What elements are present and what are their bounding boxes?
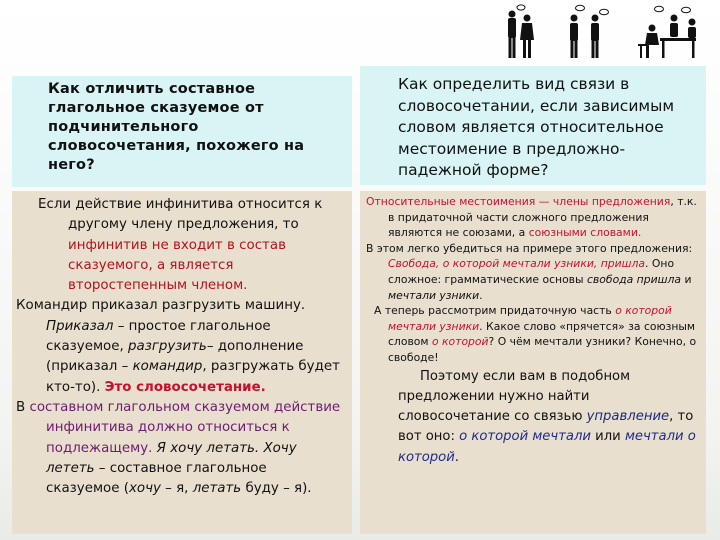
example-text: . xyxy=(479,288,483,302)
answer-left-paragraph-1 xyxy=(16,195,344,296)
example-text: ? О чём мечтали узники? Конечно, о свободе! xyxy=(388,335,697,364)
example-text: и xyxy=(681,272,692,286)
people-talking-icon xyxy=(494,4,706,60)
answer-left-box xyxy=(12,191,352,534)
question-right-text: Как определить вид связи в словосочетании, если зависимым словом является относительное местоимение в предложно-падежной форме? xyxy=(398,75,675,179)
conclusion-text: . xyxy=(454,449,459,465)
rule-highlight: Относительные местоимения — члены предложения xyxy=(366,195,671,208)
conclusion-text: или xyxy=(590,429,625,445)
rule-highlight: составном глагольном сказуемом xyxy=(29,399,270,415)
example-text: – составное глагольное сказуемое ( xyxy=(46,460,267,497)
conclusion-highlight: Это словосочетание. xyxy=(104,379,266,395)
answer-right-paragraph-2 xyxy=(366,241,700,303)
answer-right-paragraph-4 xyxy=(366,367,700,468)
example-sentence: Командир приказал разгрузить машину. xyxy=(16,298,306,314)
example-sentence: Я хочу летать. Хочу лететь xyxy=(46,440,297,476)
answer-right-paragraph-3 xyxy=(366,303,700,365)
answer-left-paragraph-3 xyxy=(16,398,344,499)
example-text: – я, xyxy=(160,481,193,497)
rule-highlight: инфинитив не входит в состав сказуемого, а является второстепенным членом. xyxy=(68,237,286,294)
conclusion-highlight: мечтали о которой xyxy=(398,429,696,465)
rule-highlight: действие инфинитива должно относиться к подлежащему. xyxy=(46,399,341,456)
rule-highlight: союзными словами. xyxy=(528,226,642,240)
example-intro: А теперь рассмотрим придаточную часть xyxy=(374,304,616,318)
example-word: командир xyxy=(132,359,203,375)
rule-text: , т.к. в придаточной части сложного предложения являются не союзами, а xyxy=(388,195,697,240)
example-sentence: Свобода, о которой мечтали узники, пришла xyxy=(388,257,646,271)
example-word: свобода пришла xyxy=(587,272,682,286)
question-left-text: Как отличить составное глагольное сказуемое от подчинительного словосочетания, похожего на него? xyxy=(48,81,305,173)
conclusion-highlight: о которой мечтали xyxy=(459,429,591,445)
question-left-box xyxy=(12,76,352,187)
example-word: хочу xyxy=(128,481,161,497)
question-right-box xyxy=(360,66,706,185)
example-word: мечтали узники xyxy=(388,288,480,302)
example-intro: В этом легко убедиться на примере этого предложения: xyxy=(366,241,693,255)
example-text: , разгружать будет кто-то). xyxy=(46,359,340,395)
example-word: летать xyxy=(192,481,242,497)
example-text: – простое глагольное сказуемое, xyxy=(46,318,271,355)
example-word: разгрузить xyxy=(128,339,207,355)
example-text: буду – я). xyxy=(241,481,312,497)
example-word: Приказал xyxy=(46,318,114,334)
rule-text: Если действие инфинитива относится к другому члену предложения, то xyxy=(38,197,323,233)
conclusion-highlight: управление xyxy=(586,409,670,425)
conclusion-text: , то вот оно: xyxy=(398,409,694,445)
example-clause: о которой мечтали узники xyxy=(388,304,672,333)
example-word: о которой xyxy=(432,335,489,349)
answer-right-box xyxy=(360,191,706,534)
example-text: . Какое слово «прячется» за союзным словом xyxy=(388,319,696,349)
example-text: . Оно сложное: грамматические основы xyxy=(388,257,675,286)
answer-right-paragraph-1 xyxy=(366,194,700,241)
rule-text: В xyxy=(16,399,30,415)
conclusion-text: Поэтому если вам в подобном предложении нужно найти словосочетание со связью xyxy=(398,368,631,425)
example-text: – дополнение (приказал – xyxy=(46,339,304,375)
answer-left-paragraph-2 xyxy=(16,296,344,397)
